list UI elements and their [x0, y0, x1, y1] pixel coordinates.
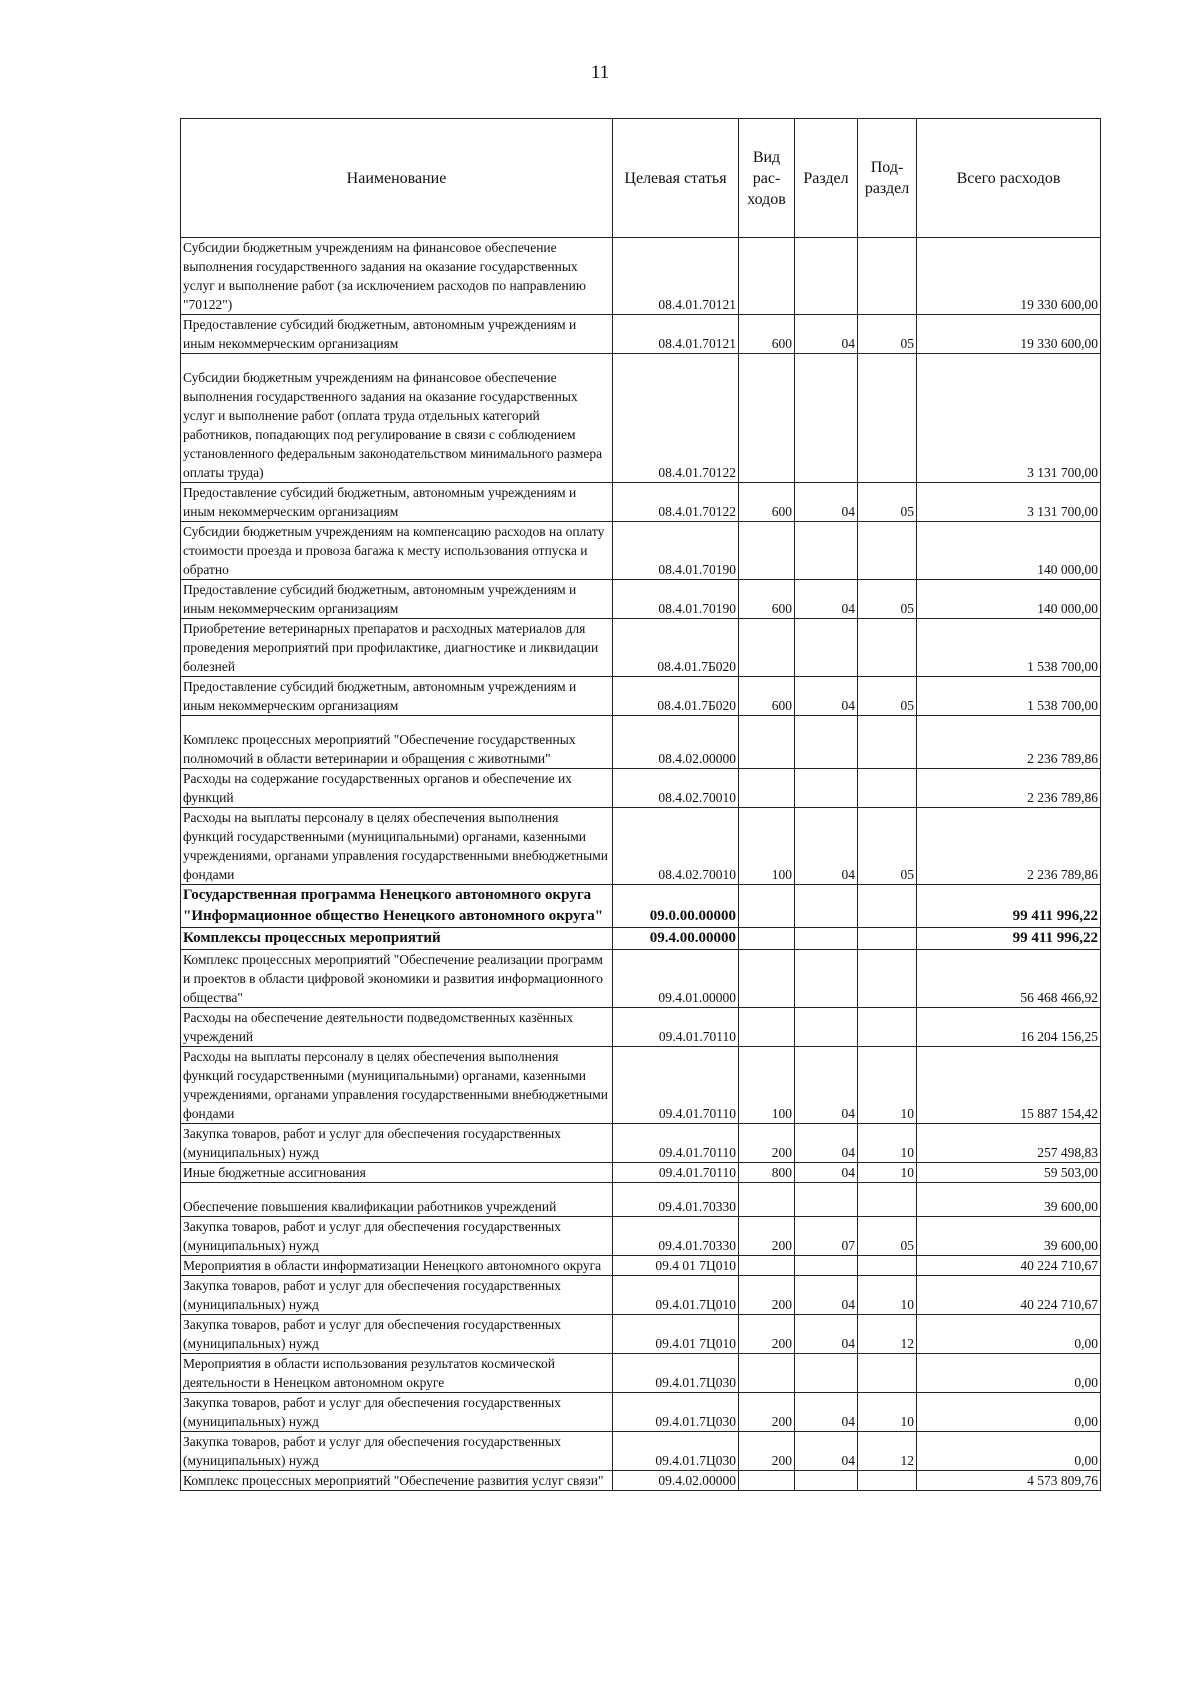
- row-subsection: [858, 716, 917, 769]
- row-section: [795, 1008, 858, 1047]
- row-name: Предоставление субсидий бюджетным, автономным учреждениям и иным некоммерческим организациям: [181, 677, 613, 716]
- budget-expenditure-table: [180, 118, 1101, 1491]
- row-total: 39 600,00: [917, 1217, 1101, 1256]
- row-type: [739, 1471, 795, 1491]
- row-type: [739, 354, 795, 483]
- table-row: [181, 808, 1101, 885]
- row-subsection: [858, 1256, 917, 1276]
- row-total: 56 468 466,92: [917, 950, 1101, 1008]
- row-section: [795, 522, 858, 580]
- row-total: 19 330 600,00: [917, 315, 1101, 354]
- row-type: 200: [739, 1124, 795, 1163]
- row-name: Закупка товаров, работ и услуг для обеспечения государственных (муниципальных) нужд: [181, 1276, 613, 1315]
- table-row: [181, 315, 1101, 354]
- row-section: [795, 716, 858, 769]
- column-header-section: Раздел: [795, 119, 858, 238]
- table-row: [181, 1354, 1101, 1393]
- row-name: Иные бюджетные ассигнования: [181, 1163, 613, 1183]
- row-subsection: [858, 950, 917, 1008]
- row-section: [795, 354, 858, 483]
- table-row: [181, 522, 1101, 580]
- row-subsection: [858, 885, 917, 928]
- row-total: 40 224 710,67: [917, 1276, 1101, 1315]
- row-name: Закупка товаров, работ и услуг для обеспечения государственных (муниципальных) нужд: [181, 1393, 613, 1432]
- row-code: 09.4.02.00000: [613, 1471, 739, 1491]
- row-code: 09.4 01 7Ц010: [613, 1256, 739, 1276]
- row-subsection: 10: [858, 1124, 917, 1163]
- column-header-expense-type: Вид рас- ходов: [739, 119, 795, 238]
- row-subsection: [858, 1008, 917, 1047]
- column-header-name: Наименование: [181, 119, 613, 238]
- row-subsection: [858, 769, 917, 808]
- table-header-row: [181, 119, 1101, 238]
- row-total: 2 236 789,86: [917, 808, 1101, 885]
- row-section: [795, 619, 858, 677]
- row-code: 08.4.01.7Б020: [613, 619, 739, 677]
- row-total: 15 887 154,42: [917, 1047, 1101, 1124]
- row-total: 140 000,00: [917, 522, 1101, 580]
- row-name: Закупка товаров, работ и услуг для обеспечения государственных (муниципальных) нужд: [181, 1124, 613, 1163]
- row-total: 0,00: [917, 1393, 1101, 1432]
- row-total: 99 411 996,22: [917, 928, 1101, 950]
- row-total: 2 236 789,86: [917, 716, 1101, 769]
- row-code: 08.4.01.70121: [613, 238, 739, 315]
- row-section: 04: [795, 1124, 858, 1163]
- row-type: 200: [739, 1315, 795, 1354]
- row-code: 09.4.01.70330: [613, 1217, 739, 1256]
- table-row: [181, 769, 1101, 808]
- row-name: Субсидии бюджетным учреждениям на компенсацию расходов на оплату стоимости проезда и провоза багажа к месту использования отпуска и обратно: [181, 522, 613, 580]
- row-total: 16 204 156,25: [917, 1008, 1101, 1047]
- column-header-subsection: Под- раздел: [858, 119, 917, 238]
- row-name: Государственная программа Ненецкого автономного округа "Информационное общество Ненецкого автономного округа": [181, 885, 613, 928]
- row-code: 09.4.01 7Ц010: [613, 1315, 739, 1354]
- row-total: 0,00: [917, 1354, 1101, 1393]
- row-total: 257 498,83: [917, 1124, 1101, 1163]
- row-subsection: 10: [858, 1163, 917, 1183]
- row-total: 59 503,00: [917, 1163, 1101, 1183]
- row-section: [795, 1354, 858, 1393]
- row-subsection: [858, 1183, 917, 1217]
- row-type: [739, 1354, 795, 1393]
- row-type: 100: [739, 808, 795, 885]
- row-section: 04: [795, 1315, 858, 1354]
- row-name: Закупка товаров, работ и услуг для обеспечения государственных (муниципальных) нужд: [181, 1432, 613, 1471]
- row-total: 4 573 809,76: [917, 1471, 1101, 1491]
- row-name: Комплексы процессных мероприятий: [181, 928, 613, 950]
- row-type: [739, 769, 795, 808]
- row-type: 600: [739, 315, 795, 354]
- row-type: 200: [739, 1393, 795, 1432]
- row-type: [739, 716, 795, 769]
- table-row: [181, 1217, 1101, 1256]
- row-name: Предоставление субсидий бюджетным, автономным учреждениям и иным некоммерческим организациям: [181, 580, 613, 619]
- row-subsection: 05: [858, 677, 917, 716]
- row-name: Субсидии бюджетным учреждениям на финансовое обеспечение выполнения государственного задания на оказание государственных услуг и выполнение работ (за исключением расходов по направлению "70122"): [181, 238, 613, 315]
- row-type: 600: [739, 580, 795, 619]
- table-row: [181, 950, 1101, 1008]
- row-section: 04: [795, 1393, 858, 1432]
- row-total: 19 330 600,00: [917, 238, 1101, 315]
- row-name: Предоставление субсидий бюджетным, автономным учреждениям и иным некоммерческим организациям: [181, 483, 613, 522]
- row-total: 40 224 710,67: [917, 1256, 1101, 1276]
- row-subsection: 05: [858, 483, 917, 522]
- row-name: Расходы на содержание государственных органов и обеспечение их функций: [181, 769, 613, 808]
- row-type: 200: [739, 1276, 795, 1315]
- row-name: Предоставление субсидий бюджетным, автономным учреждениям и иным некоммерческим организациям: [181, 315, 613, 354]
- row-type: 600: [739, 677, 795, 716]
- row-section: [795, 769, 858, 808]
- row-name: Субсидии бюджетным учреждениям на финансовое обеспечение выполнения государственного задания на оказание государственных услуг и выполнение работ (оплата труда отдельных категорий работников, попадающих под регулирование в связи с соблюдением установленного федеральным законодательством минимального размера оплаты труда): [181, 354, 613, 483]
- row-name: Закупка товаров, работ и услуг для обеспечения государственных (муниципальных) нужд: [181, 1217, 613, 1256]
- row-code: 09.0.00.00000: [613, 885, 739, 928]
- row-section: 07: [795, 1217, 858, 1256]
- row-type: [739, 1183, 795, 1217]
- table-row: [181, 1163, 1101, 1183]
- row-section: 04: [795, 1432, 858, 1471]
- row-code: 09.4.01.70330: [613, 1183, 739, 1217]
- row-name: Обеспечение повышения квалификации работников учреждений: [181, 1183, 613, 1217]
- row-total: 1 538 700,00: [917, 619, 1101, 677]
- row-code: 09.4.00.00000: [613, 928, 739, 950]
- row-total: 3 131 700,00: [917, 483, 1101, 522]
- row-name: Расходы на выплаты персоналу в целях обеспечения выполнения функций государственными (муниципальными) органами, казенными учреждениями, органами управления государственными внебюджетными фондами: [181, 1047, 613, 1124]
- row-type: 200: [739, 1432, 795, 1471]
- row-name: Мероприятия в области информатизации Ненецкого автономного округа: [181, 1256, 613, 1276]
- table-row: [181, 238, 1101, 315]
- row-code: 09.4.01.7Ц030: [613, 1432, 739, 1471]
- row-section: [795, 1183, 858, 1217]
- row-code: 09.4.01.7Ц010: [613, 1276, 739, 1315]
- row-code: 08.4.01.70190: [613, 580, 739, 619]
- row-type: [739, 619, 795, 677]
- row-total: 2 236 789,86: [917, 769, 1101, 808]
- row-section: 04: [795, 315, 858, 354]
- row-code: 08.4.01.7Б020: [613, 677, 739, 716]
- row-type: [739, 522, 795, 580]
- row-subsection: 05: [858, 1217, 917, 1256]
- row-section: 04: [795, 1276, 858, 1315]
- row-code: 09.4.01.70110: [613, 1008, 739, 1047]
- row-name: Расходы на обеспечение деятельности подведомственных казённых учреждений: [181, 1008, 613, 1047]
- row-section: [795, 950, 858, 1008]
- row-subsection: [858, 522, 917, 580]
- row-code: 09.4.01.00000: [613, 950, 739, 1008]
- row-total: 1 538 700,00: [917, 677, 1101, 716]
- row-section: 04: [795, 677, 858, 716]
- table-row: [181, 580, 1101, 619]
- table-row: [181, 1471, 1101, 1491]
- row-total: 39 600,00: [917, 1183, 1101, 1217]
- table-row: [181, 885, 1101, 928]
- row-section: 04: [795, 483, 858, 522]
- row-name: Расходы на выплаты персоналу в целях обеспечения выполнения функций государственными (муниципальными) органами, казенными учреждениями, органами управления государственными внебюджетными фондами: [181, 808, 613, 885]
- row-type: 800: [739, 1163, 795, 1183]
- column-header-total: Всего расходов: [917, 119, 1101, 238]
- row-subsection: 12: [858, 1432, 917, 1471]
- row-type: [739, 1008, 795, 1047]
- row-total: 0,00: [917, 1432, 1101, 1471]
- row-subsection: 10: [858, 1393, 917, 1432]
- table-row: [181, 354, 1101, 483]
- row-type: [739, 928, 795, 950]
- row-type: 200: [739, 1217, 795, 1256]
- row-section: [795, 1256, 858, 1276]
- row-code: 08.4.02.70010: [613, 769, 739, 808]
- page-number: 11: [590, 62, 610, 83]
- row-code: 09.4.01.70110: [613, 1047, 739, 1124]
- row-section: [795, 238, 858, 315]
- row-subsection: [858, 1354, 917, 1393]
- row-section: 04: [795, 580, 858, 619]
- row-type: 600: [739, 483, 795, 522]
- table-row: [181, 716, 1101, 769]
- row-code: 09.4.01.7Ц030: [613, 1393, 739, 1432]
- row-subsection: 05: [858, 315, 917, 354]
- row-code: 08.4.01.70190: [613, 522, 739, 580]
- row-code: 09.4.01.70110: [613, 1124, 739, 1163]
- row-code: 08.4.02.00000: [613, 716, 739, 769]
- row-type: [739, 950, 795, 1008]
- row-section: [795, 1471, 858, 1491]
- table-row: [181, 483, 1101, 522]
- row-name: Приобретение ветеринарных препаратов и расходных материалов для проведения мероприятий при профилактике, диагностике и ликвидации болезней: [181, 619, 613, 677]
- table-row: [181, 677, 1101, 716]
- row-type: [739, 238, 795, 315]
- table-row: [181, 619, 1101, 677]
- row-code: 08.4.02.70010: [613, 808, 739, 885]
- row-code: 08.4.01.70122: [613, 354, 739, 483]
- table-row: [181, 1276, 1101, 1315]
- row-subsection: 12: [858, 1315, 917, 1354]
- row-section: 04: [795, 1047, 858, 1124]
- row-code: 09.4.01.7Ц030: [613, 1354, 739, 1393]
- row-type: [739, 885, 795, 928]
- table-row: [181, 1183, 1101, 1217]
- row-subsection: [858, 354, 917, 483]
- row-name: Комплекс процессных мероприятий "Обеспечение реализации программ и проектов в области цифровой экономики и развития информационного общества": [181, 950, 613, 1008]
- row-subsection: [858, 1471, 917, 1491]
- row-total: 99 411 996,22: [917, 885, 1101, 928]
- table-row: [181, 928, 1101, 950]
- row-section: [795, 928, 858, 950]
- table-row: [181, 1256, 1101, 1276]
- row-subsection: 05: [858, 580, 917, 619]
- row-subsection: [858, 619, 917, 677]
- row-name: Закупка товаров, работ и услуг для обеспечения государственных (муниципальных) нужд: [181, 1315, 613, 1354]
- row-subsection: [858, 928, 917, 950]
- row-name: Комплекс процессных мероприятий "Обеспечение государственных полномочий в области ветеринарии и обращения с животными": [181, 716, 613, 769]
- row-name: Мероприятия в области использования результатов космической деятельности в Ненецком автономном округе: [181, 1354, 613, 1393]
- table-row: [181, 1432, 1101, 1471]
- row-total: 3 131 700,00: [917, 354, 1101, 483]
- row-subsection: 10: [858, 1276, 917, 1315]
- column-header-target-article: Целевая статья: [613, 119, 739, 238]
- row-name: Комплекс процессных мероприятий "Обеспечение развития услуг связи": [181, 1471, 613, 1491]
- row-code: 08.4.01.70122: [613, 483, 739, 522]
- row-type: [739, 1256, 795, 1276]
- row-code: 08.4.01.70121: [613, 315, 739, 354]
- table-row: [181, 1393, 1101, 1432]
- row-subsection: 05: [858, 808, 917, 885]
- row-code: 09.4.01.70110: [613, 1163, 739, 1183]
- row-subsection: 10: [858, 1047, 917, 1124]
- row-section: 04: [795, 1163, 858, 1183]
- table-row: [181, 1008, 1101, 1047]
- row-section: [795, 885, 858, 928]
- table-row: [181, 1124, 1101, 1163]
- table-row: [181, 1047, 1101, 1124]
- table-row: [181, 1315, 1101, 1354]
- row-total: 0,00: [917, 1315, 1101, 1354]
- row-subsection: [858, 238, 917, 315]
- row-section: 04: [795, 808, 858, 885]
- row-type: 100: [739, 1047, 795, 1124]
- row-total: 140 000,00: [917, 580, 1101, 619]
